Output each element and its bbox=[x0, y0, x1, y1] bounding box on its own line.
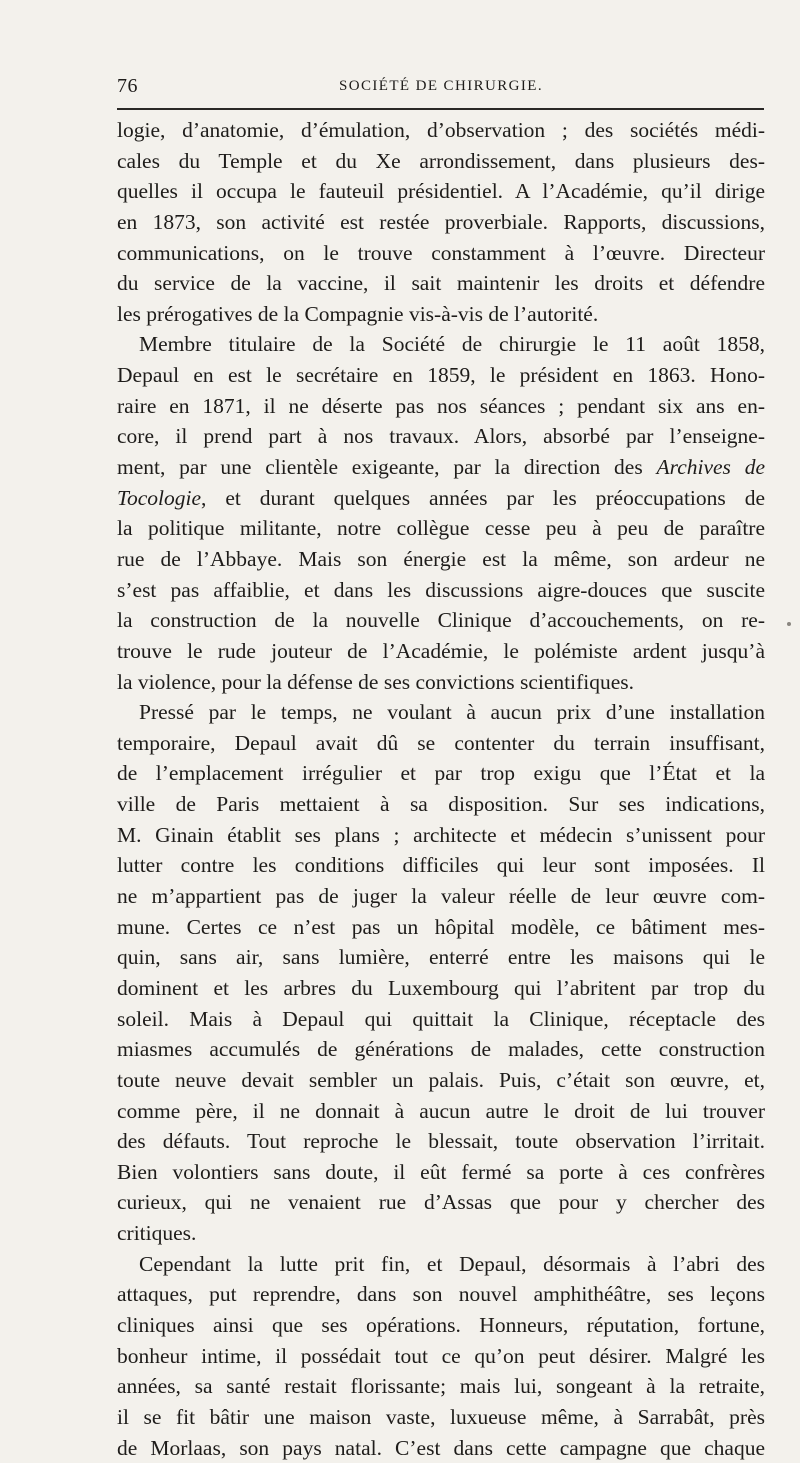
text-line bbox=[117, 1187, 765, 1218]
running-title: SOCIÉTÉ DE CHIRURGIE. bbox=[339, 78, 543, 94]
line-text: raire en 1871, il ne déserte pas nos séances ; pendant six ans en- bbox=[117, 393, 765, 418]
text-line bbox=[117, 483, 765, 514]
line-text-after: , et durant quelques années par les préoccupations de bbox=[201, 485, 765, 510]
text-line bbox=[117, 146, 765, 177]
text-line bbox=[117, 667, 765, 698]
text-line bbox=[117, 176, 765, 207]
line-text: critiques. bbox=[117, 1221, 197, 1246]
text-line bbox=[117, 850, 765, 881]
line-text: trouve le rude jouteur de l’Académie, le polémiste ardent jusqu’à bbox=[117, 638, 765, 663]
line-text: ville de Paris mettaient à sa disposition. Sur ses indications, bbox=[117, 792, 765, 817]
text-line bbox=[117, 421, 765, 452]
text-line bbox=[117, 820, 765, 851]
line-text: il se fit bâtir une maison vaste, luxueuse même, à Sarrabât, près bbox=[117, 1404, 765, 1429]
text-line bbox=[117, 697, 765, 728]
line-text: les prérogatives de la Compagnie vis-à-vis de l’autorité. bbox=[117, 301, 599, 326]
text-line bbox=[117, 299, 765, 330]
line-text: logie, d’anatomie, d’émulation, d’observation ; des sociétés médi- bbox=[117, 118, 765, 142]
italic-title: Archives de bbox=[656, 455, 765, 480]
line-text: cales du Temple et du Xe arrondissement, dans plusieurs des- bbox=[117, 148, 765, 173]
text-line bbox=[117, 1279, 765, 1310]
line-text: en 1873, son activité est restée proverbiale. Rapports, discussions, bbox=[117, 209, 765, 234]
text-line bbox=[117, 1218, 765, 1249]
line-text: curieux, qui ne venaient rue d’Assas que pour y chercher des bbox=[117, 1190, 765, 1215]
paper-speck bbox=[787, 622, 791, 626]
line-text: Bien volontiers sans doute, il eût fermé sa porte à ces confrères bbox=[117, 1159, 765, 1184]
line-text: années, sa santé restait florissante; mais lui, songeant à la retraite, bbox=[117, 1374, 765, 1399]
line-text: communications, on le trouve constamment à l’œuvre. Directeur bbox=[117, 240, 765, 265]
text-line bbox=[117, 1341, 765, 1372]
text-line bbox=[117, 207, 765, 238]
text-line bbox=[117, 1402, 765, 1433]
text-line bbox=[117, 513, 765, 544]
line-text: rue de l’Abbaye. Mais son énergie est la même, son ardeur ne bbox=[117, 546, 765, 571]
body-text bbox=[117, 115, 765, 1463]
text-line bbox=[117, 544, 765, 575]
line-text: soleil. Mais à Depaul qui quittait la Clinique, réceptacle des bbox=[117, 1006, 765, 1031]
line-text: du service de la vaccine, il sait maintenir les droits et défendre bbox=[117, 271, 765, 296]
text-line bbox=[117, 636, 765, 667]
text-line bbox=[117, 1310, 765, 1341]
text-line bbox=[117, 912, 765, 943]
text-line bbox=[117, 238, 765, 269]
line-text: bonheur intime, il possédait tout ce qu’on peut désirer. Malgré les bbox=[117, 1343, 765, 1368]
text-line bbox=[117, 1433, 765, 1463]
running-head bbox=[117, 74, 763, 98]
text-line bbox=[117, 452, 765, 483]
line-text: Membre titulaire de la Société de chirurgie le 11 août 1858, bbox=[139, 332, 765, 357]
line-text: des défauts. Tout reproche le blessait, toute observation l’irritait. bbox=[117, 1129, 765, 1154]
text-line bbox=[117, 1157, 765, 1188]
line-text: dominent et les arbres du Luxembourg qui l’abritent par trop du bbox=[117, 975, 765, 1000]
line-text: attaques, put reprendre, dans son nouvel amphithéâtre, ses leçons bbox=[117, 1282, 765, 1307]
text-line bbox=[117, 1034, 765, 1065]
page-number: 76 bbox=[117, 75, 138, 97]
line-text: la construction de la nouvelle Clinique d’accouchements, on re- bbox=[117, 608, 765, 633]
text-line bbox=[117, 1065, 765, 1096]
line-text: toute neuve devait sembler un palais. Puis, c’était son œuvre, et, bbox=[117, 1067, 765, 1092]
line-text: Pressé par le temps, ne voulant à aucun prix d’une installation bbox=[139, 700, 765, 725]
text-line bbox=[117, 942, 765, 973]
text-line bbox=[117, 881, 765, 912]
line-text: quelles il occupa le fauteuil présidentiel. A l’Académie, qu’il dirige bbox=[117, 179, 765, 204]
line-text: la violence, pour la défense de ses convictions scientifiques. bbox=[117, 669, 635, 694]
header-rule bbox=[117, 108, 764, 110]
text-line bbox=[117, 329, 765, 360]
text-line bbox=[117, 728, 765, 759]
line-text: temporaire, Depaul avait dû se contenter du terrain insuffisant, bbox=[117, 730, 765, 755]
line-text: cliniques ainsi que ses opérations. Honneurs, réputation, fortune, bbox=[117, 1312, 765, 1337]
text-line bbox=[117, 268, 765, 299]
text-line bbox=[117, 360, 765, 391]
text-line bbox=[117, 1249, 765, 1280]
text-line bbox=[117, 575, 765, 606]
text-line bbox=[117, 1004, 765, 1035]
line-text: M. Ginain établit ses plans ; architecte et médecin s’unissent pour bbox=[117, 822, 765, 847]
line-text: ment, par une clientèle exigeante, par la direction des bbox=[117, 455, 657, 480]
line-text: Cependant la lutte prit fin, et Depaul, désormais à l’abri des bbox=[139, 1251, 765, 1276]
text-line bbox=[117, 1096, 765, 1127]
text-line bbox=[117, 391, 765, 422]
text-line bbox=[117, 789, 765, 820]
line-text: s’est pas affaiblie, et dans les discussions aigre-douces que suscite bbox=[117, 577, 765, 602]
line-text: lutter contre les conditions difficiles qui leur sont imposées. Il bbox=[117, 853, 765, 878]
text-line bbox=[117, 758, 765, 789]
line-text: ne m’appartient pas de juger la valeur réelle de leur œuvre com- bbox=[117, 884, 765, 909]
line-text: de l’emplacement irrégulier et par trop exigu que l’État et la bbox=[117, 761, 765, 786]
text-line bbox=[117, 973, 765, 1004]
line-text: miasmes accumulés de générations de malades, cette construction bbox=[117, 1037, 765, 1062]
line-text: la politique militante, notre collègue cesse peu à peu de paraître bbox=[117, 516, 765, 541]
text-line bbox=[117, 115, 765, 146]
text-line bbox=[117, 1126, 765, 1157]
text-line bbox=[117, 1371, 765, 1402]
line-text: quin, sans air, sans lumière, enterré entre les maisons qui le bbox=[117, 945, 765, 970]
line-text: comme père, il ne donnait à aucun autre le droit de lui trouver bbox=[117, 1098, 765, 1123]
line-text: Depaul en est le secrétaire en 1859, le président en 1863. Hono- bbox=[117, 363, 765, 388]
line-text: mune. Certes ce n’est pas un hôpital modèle, ce bâtiment mes- bbox=[117, 914, 765, 939]
text-line bbox=[117, 605, 765, 636]
line-text: core, il prend part à nos travaux. Alors, absorbé par l’enseigne- bbox=[117, 424, 765, 449]
line-text: de Morlaas, son pays natal. C’est dans cette campagne que chaque bbox=[117, 1435, 765, 1460]
italic-title: Tocologie bbox=[117, 485, 202, 510]
